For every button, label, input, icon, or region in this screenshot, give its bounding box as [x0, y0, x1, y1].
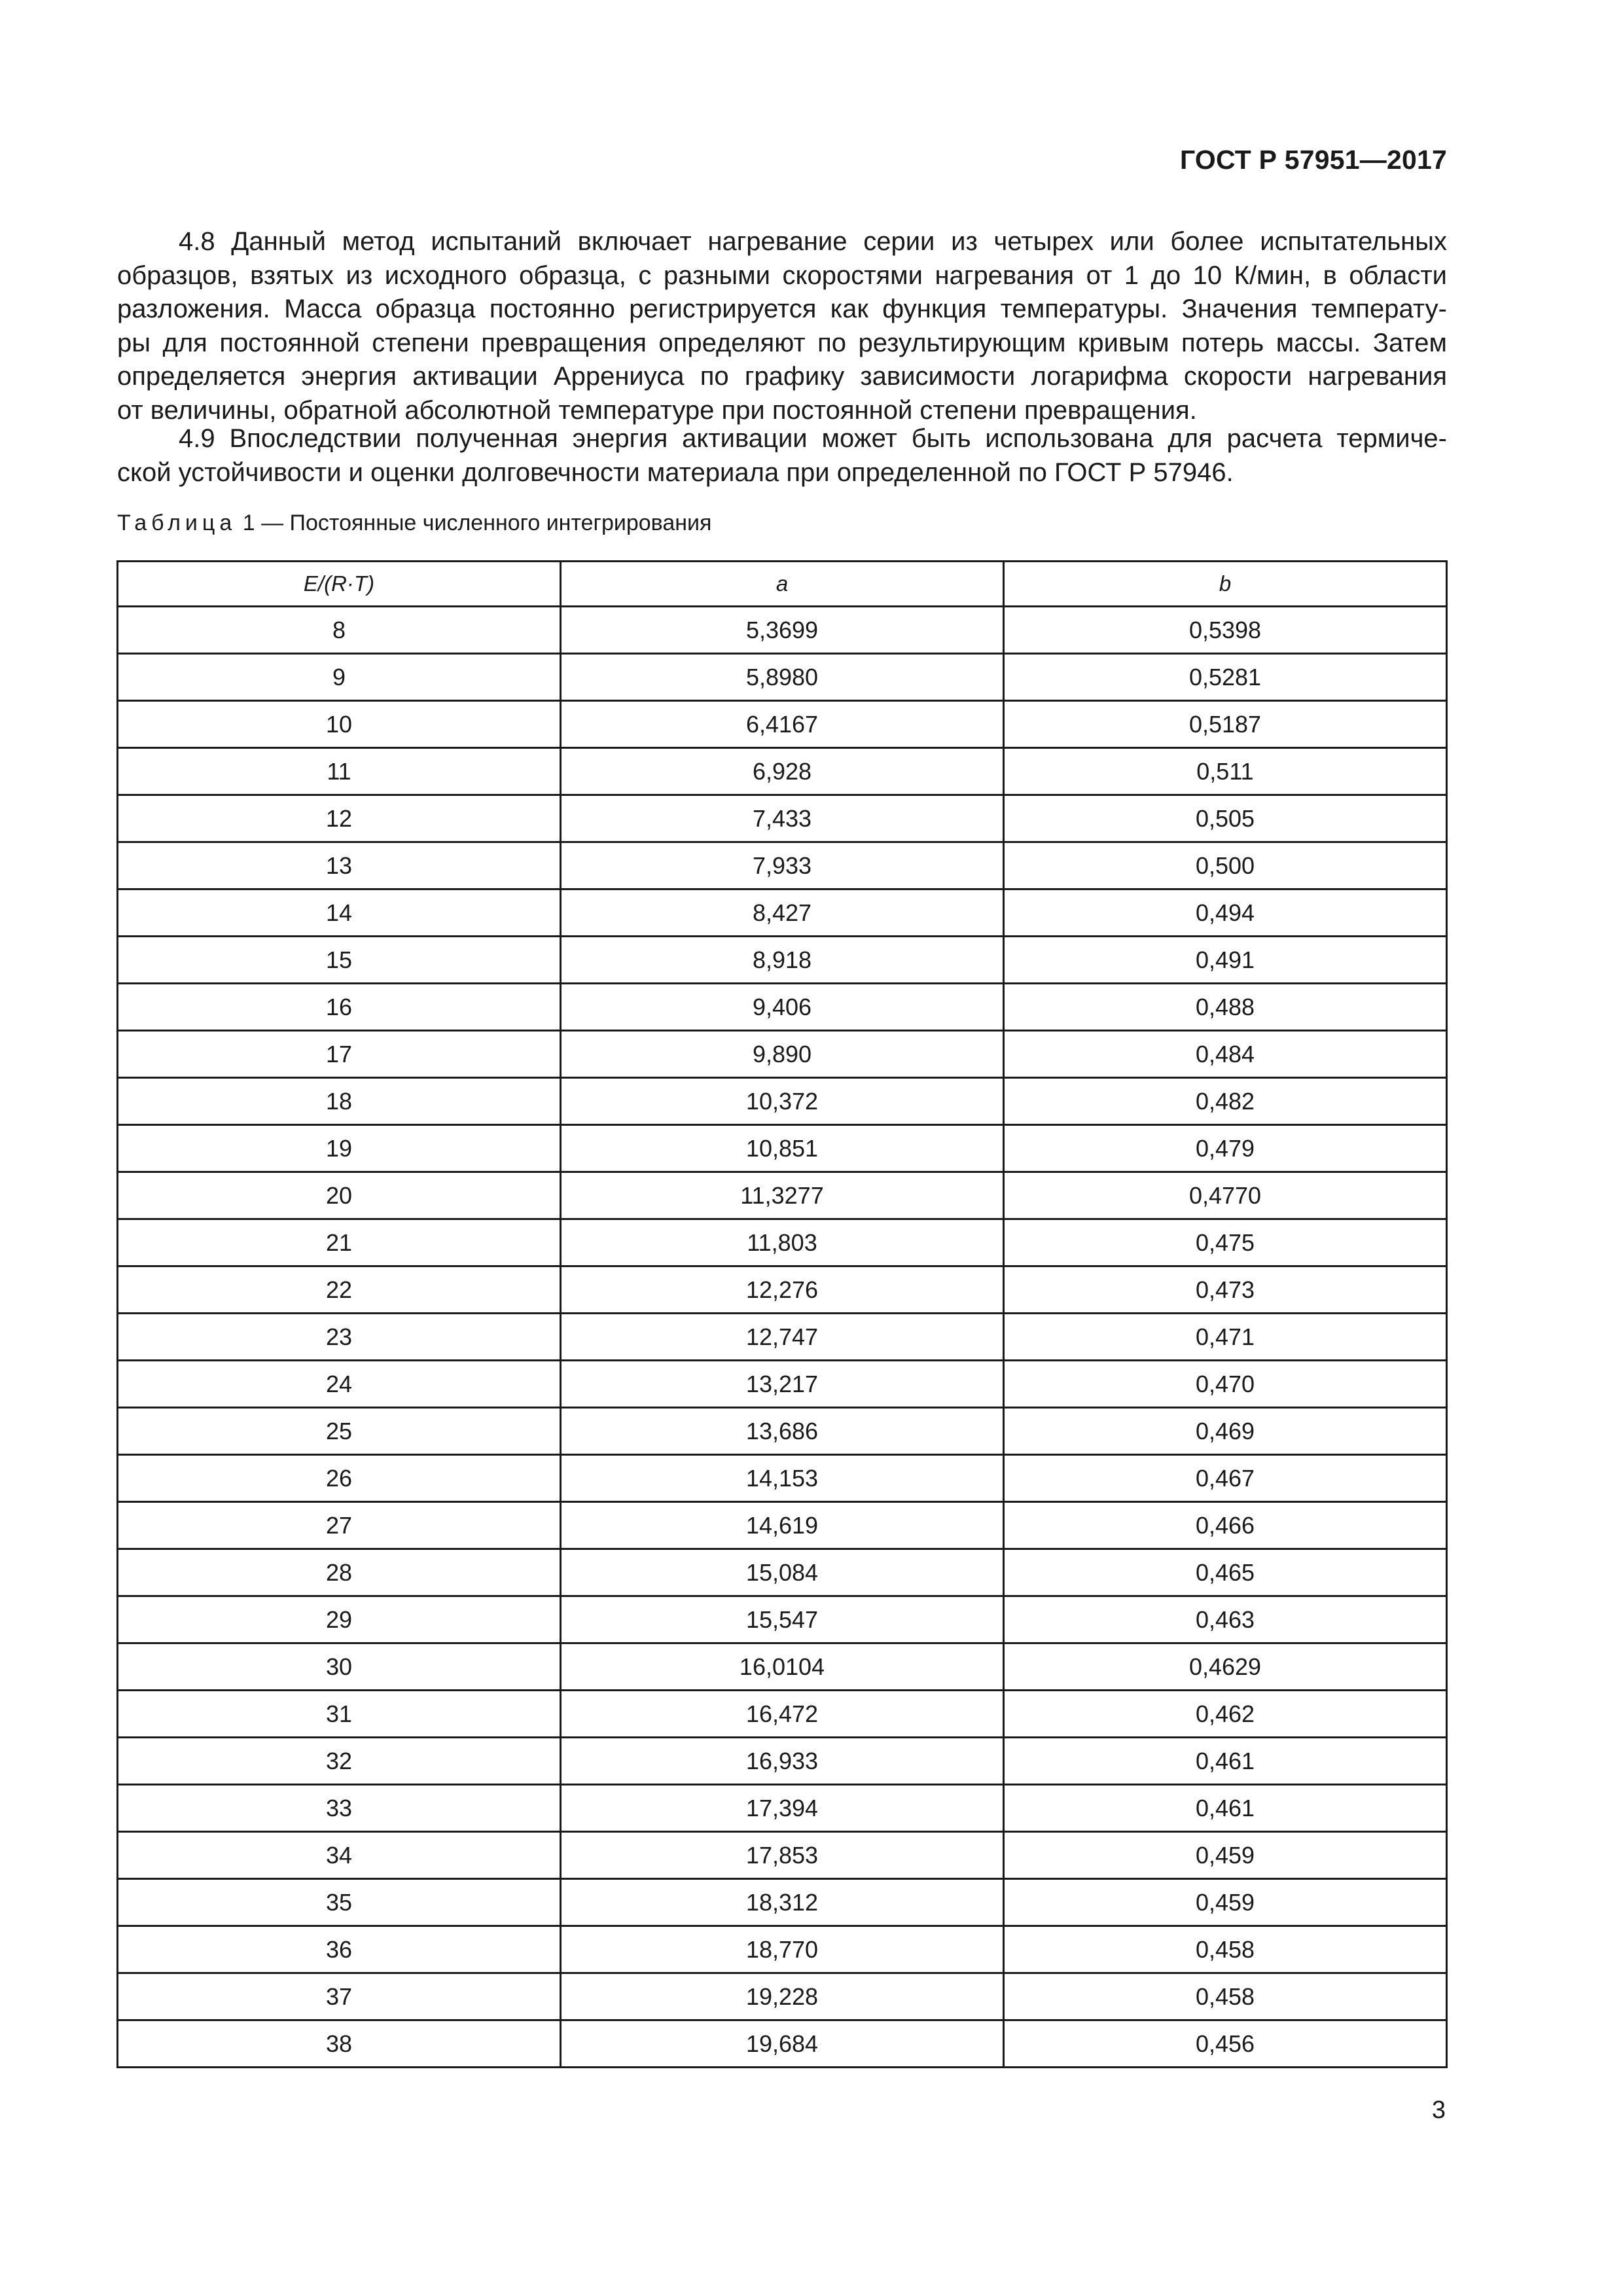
table-cell-b: 0,470: [1004, 1361, 1447, 1408]
table-cell-e-rt: 8: [118, 607, 561, 654]
table-cell-e-rt: 12: [118, 795, 561, 842]
paragraph-line: образцов, взятых из исходного образца, с разными скоростями нагревания от 1 до 10 К/мин, в области: [117, 260, 1447, 290]
table-cell-b: 0,482: [1004, 1078, 1447, 1125]
table-row: [118, 1455, 1447, 1502]
table-cell-b: 0,456: [1004, 2020, 1447, 2068]
table-cell-a: 12,747: [561, 1314, 1004, 1361]
column-header-e-rt: E/(R·T): [118, 562, 561, 607]
table-cell-e-rt: 14: [118, 889, 561, 937]
document-id-header: ГОСТ Р 57951—2017: [1180, 145, 1447, 175]
table-cell-a: 7,433: [561, 795, 1004, 842]
column-header-a: a: [561, 562, 1004, 607]
table-row: [118, 842, 1447, 889]
paragraph-line: от величины, обратной абсолютной температуре при постоянной степени превращения.: [117, 395, 1197, 425]
table-cell-b: 0,4629: [1004, 1643, 1447, 1691]
table-row: [118, 1219, 1447, 1266]
table-cell-e-rt: 13: [118, 842, 561, 889]
table-cell-a: 18,312: [561, 1879, 1004, 1926]
table-cell-a: 7,933: [561, 842, 1004, 889]
table-cell-b: 0,467: [1004, 1455, 1447, 1502]
table-cell-e-rt: 32: [118, 1738, 561, 1785]
table-row: [118, 701, 1447, 748]
paragraph-line: определяется энергия активации Аррениуса по графику зависимости логарифма скорости нагревания: [117, 362, 1447, 391]
table-cell-e-rt: 27: [118, 1502, 561, 1549]
table-row: [118, 937, 1447, 984]
table-cell-a: 15,547: [561, 1596, 1004, 1643]
table-row: [118, 1125, 1447, 1172]
table-cell-a: 6,4167: [561, 701, 1004, 748]
table-row: [118, 1314, 1447, 1361]
table-cell-a: 19,228: [561, 1973, 1004, 2020]
table-cell-b: 0,459: [1004, 1879, 1447, 1926]
table-row: [118, 1502, 1447, 1549]
table-row: [118, 795, 1447, 842]
table-cell-b: 0,469: [1004, 1408, 1447, 1455]
table-cell-b: 0,484: [1004, 1031, 1447, 1078]
table-row: [118, 1172, 1447, 1219]
table-row: [118, 1832, 1447, 1879]
table-cell-a: 10,851: [561, 1125, 1004, 1172]
table-cell-b: 0,465: [1004, 1549, 1447, 1596]
table-cell-e-rt: 15: [118, 937, 561, 984]
table-row: [118, 1596, 1447, 1643]
table-row: [118, 1643, 1447, 1691]
table-cell-a: 16,0104: [561, 1643, 1004, 1691]
table-cell-b: 0,479: [1004, 1125, 1447, 1172]
table-row: [118, 1549, 1447, 1596]
table-cell-a: 19,684: [561, 2020, 1004, 2068]
table-cell-b: 0,505: [1004, 795, 1447, 842]
table-cell-a: 13,686: [561, 1408, 1004, 1455]
table-cell-e-rt: 37: [118, 1973, 561, 2020]
table-caption-label: Таблица: [117, 511, 237, 535]
table-cell-e-rt: 22: [118, 1266, 561, 1314]
page-number: 3: [1431, 2096, 1446, 2124]
table-cell-b: 0,5187: [1004, 701, 1447, 748]
paragraph-line: 4.8 Данный метод испытаний включает нагревание серии из четырех или более испытательных: [179, 227, 1447, 256]
table-row: [118, 748, 1447, 795]
table-cell-e-rt: 28: [118, 1549, 561, 1596]
table-row: [118, 1785, 1447, 1832]
table-cell-b: 0,459: [1004, 1832, 1447, 1879]
table-cell-b: 0,511: [1004, 748, 1447, 795]
table-cell-e-rt: 25: [118, 1408, 561, 1455]
table-cell-b: 0,491: [1004, 937, 1447, 984]
table-cell-e-rt: 26: [118, 1455, 561, 1502]
paragraph-line: 4.9 Впоследствии полученная энергия активации может быть использована для расчета термиче-: [179, 424, 1447, 453]
table-caption-text: 1 — Постоянные численного интегрирования: [236, 511, 712, 535]
table-cell-b: 0,461: [1004, 1785, 1447, 1832]
table-cell-e-rt: 10: [118, 701, 561, 748]
table-cell-b: 0,5281: [1004, 654, 1447, 701]
table-header-row: [118, 562, 1447, 607]
table-row: [118, 1361, 1447, 1408]
table-cell-b: 0,475: [1004, 1219, 1447, 1266]
table-cell-e-rt: 33: [118, 1785, 561, 1832]
table-cell-a: 14,153: [561, 1455, 1004, 1502]
table-row: [118, 984, 1447, 1031]
table-cell-b: 0,4770: [1004, 1172, 1447, 1219]
table-cell-e-rt: 20: [118, 1172, 561, 1219]
table-cell-a: 14,619: [561, 1502, 1004, 1549]
table-row: [118, 1691, 1447, 1738]
table-cell-b: 0,463: [1004, 1596, 1447, 1643]
table-cell-a: 18,770: [561, 1926, 1004, 1973]
table-cell-a: 11,3277: [561, 1172, 1004, 1219]
table-cell-a: 8,427: [561, 889, 1004, 937]
table-cell-b: 0,5398: [1004, 607, 1447, 654]
table-cell-e-rt: 29: [118, 1596, 561, 1643]
table-cell-a: 17,853: [561, 1832, 1004, 1879]
table-cell-a: 8,918: [561, 937, 1004, 984]
table-cell-e-rt: 30: [118, 1643, 561, 1691]
table-row: [118, 607, 1447, 654]
table-cell-a: 12,276: [561, 1266, 1004, 1314]
table-cell-b: 0,500: [1004, 842, 1447, 889]
table-row: [118, 1738, 1447, 1785]
table-cell-a: 9,890: [561, 1031, 1004, 1078]
table-row: [118, 2020, 1447, 2068]
table-cell-a: 5,3699: [561, 607, 1004, 654]
paragraph-4-8: [117, 225, 1447, 427]
table-cell-a: 16,933: [561, 1738, 1004, 1785]
table-cell-b: 0,462: [1004, 1691, 1447, 1738]
table-cell-a: 17,394: [561, 1785, 1004, 1832]
table-cell-a: 15,084: [561, 1549, 1004, 1596]
table-cell-b: 0,461: [1004, 1738, 1447, 1785]
table-cell-e-rt: 31: [118, 1691, 561, 1738]
table-cell-a: 16,472: [561, 1691, 1004, 1738]
table-cell-e-rt: 19: [118, 1125, 561, 1172]
table-row: [118, 1031, 1447, 1078]
table-cell-a: 5,8980: [561, 654, 1004, 701]
table-row: [118, 1266, 1447, 1314]
table-body: [118, 607, 1447, 2068]
paragraph-line: ры для постоянной степени превращения определяют по результирующим кривым потерь массы. Затем: [117, 328, 1447, 357]
table-cell-e-rt: 9: [118, 654, 561, 701]
table-cell-e-rt: 38: [118, 2020, 561, 2068]
paragraph-line: разложения. Масса образца постоянно регистрируется как функция температуры. Значения температу-: [117, 295, 1447, 323]
table-cell-b: 0,471: [1004, 1314, 1447, 1361]
table-cell-e-rt: 36: [118, 1926, 561, 1973]
table-cell-e-rt: 23: [118, 1314, 561, 1361]
table-cell-b: 0,488: [1004, 984, 1447, 1031]
table-row: [118, 1879, 1447, 1926]
table-cell-a: 13,217: [561, 1361, 1004, 1408]
table-cell-b: 0,458: [1004, 1926, 1447, 1973]
table-cell-b: 0,473: [1004, 1266, 1447, 1314]
column-header-b: b: [1004, 562, 1447, 607]
table-cell-b: 0,458: [1004, 1973, 1447, 2020]
table-cell-a: 10,372: [561, 1078, 1004, 1125]
integration-constants-table: [116, 560, 1448, 2068]
table-row: [118, 654, 1447, 701]
table-cell-b: 0,494: [1004, 889, 1447, 937]
table-cell-e-rt: 16: [118, 984, 561, 1031]
table-cell-a: 11,803: [561, 1219, 1004, 1266]
table-cell-e-rt: 24: [118, 1361, 561, 1408]
table-cell-e-rt: 35: [118, 1879, 561, 1926]
paragraph-4-9: [117, 422, 1447, 490]
table-cell-a: 9,406: [561, 984, 1004, 1031]
table-cell-e-rt: 34: [118, 1832, 561, 1879]
table-cell-a: 6,928: [561, 748, 1004, 795]
table-cell-e-rt: 17: [118, 1031, 561, 1078]
table-row: [118, 1973, 1447, 2020]
table-row: [118, 1926, 1447, 1973]
paragraph-line: ской устойчивости и оценки долговечности материала при определенной по ГОСТ Р 57946.: [117, 457, 1234, 487]
table-row: [118, 889, 1447, 937]
table-cell-e-rt: 21: [118, 1219, 561, 1266]
table-row: [118, 1408, 1447, 1455]
table-cell-e-rt: 11: [118, 748, 561, 795]
table-cell-b: 0,466: [1004, 1502, 1447, 1549]
table-row: [118, 1078, 1447, 1125]
table-cell-e-rt: 18: [118, 1078, 561, 1125]
table-caption: [117, 511, 711, 536]
